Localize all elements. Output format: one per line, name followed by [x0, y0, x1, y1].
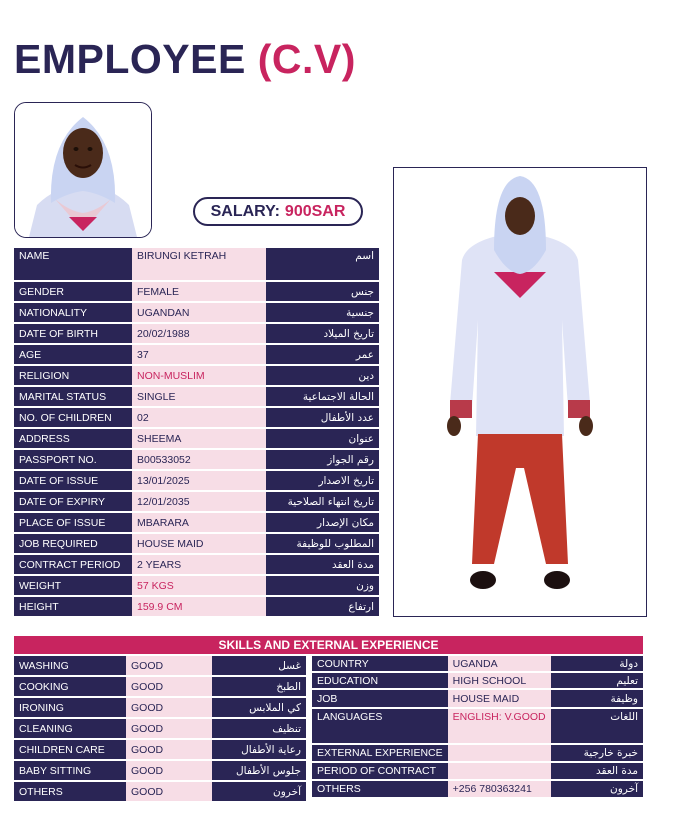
row-value: BIRUNGI KETRAH	[132, 248, 266, 280]
row-label: NO. OF CHILDREN	[14, 408, 132, 427]
row-value: ENGLISH: V.GOOD	[448, 709, 552, 743]
row-label: COUNTRY	[312, 656, 448, 671]
row-label-arabic: خبرة خارجية	[551, 745, 643, 761]
row-label-arabic: تنظيف	[212, 719, 306, 738]
row-label-arabic: مدة العقد	[266, 555, 379, 574]
personal-row	[14, 387, 379, 406]
row-label: WASHING	[14, 656, 126, 675]
full-body-photo	[393, 167, 647, 617]
row-label: CLEANING	[14, 719, 126, 738]
row-value: HIGH SCHOOL	[448, 673, 552, 688]
row-value: SINGLE	[132, 387, 266, 406]
skill-row	[14, 656, 306, 675]
row-label-arabic: المطلوب للوظيفة	[266, 534, 379, 553]
personal-row	[14, 303, 379, 322]
personal-row	[14, 513, 379, 532]
row-value: FEMALE	[132, 282, 266, 301]
row-label-arabic: اسم	[266, 248, 379, 280]
row-value: HOUSE MAID	[448, 690, 552, 707]
row-label: MARITAL STATUS	[14, 387, 132, 406]
row-label: CHILDREN CARE	[14, 740, 126, 759]
row-label: PLACE OF ISSUE	[14, 513, 132, 532]
full-body-photo-graphic	[394, 168, 646, 616]
personal-row	[14, 555, 379, 574]
skills-section-title: SKILLS AND EXTERNAL EXPERIENCE	[14, 636, 643, 654]
row-value: 13/01/2025	[132, 471, 266, 490]
row-label-arabic: ارتفاع	[266, 597, 379, 616]
experience-row	[312, 781, 643, 797]
row-label: WEIGHT	[14, 576, 132, 595]
row-label-arabic: مكان الإصدار	[266, 513, 379, 532]
row-value: NON-MUSLIM	[132, 366, 266, 385]
row-label: NATIONALITY	[14, 303, 132, 322]
row-label-arabic: عمر	[266, 345, 379, 364]
title-main: EMPLOYEE	[14, 36, 246, 82]
row-label: EDUCATION	[312, 673, 448, 688]
personal-row	[14, 576, 379, 595]
salary-label: SALARY:	[210, 202, 280, 220]
row-label: PERIOD OF CONTRACT	[312, 763, 448, 779]
row-label-arabic: جنسية	[266, 303, 379, 322]
skill-row	[14, 698, 306, 717]
row-value: GOOD	[126, 740, 212, 759]
row-value: 159.9 CM	[132, 597, 266, 616]
personal-row	[14, 366, 379, 385]
row-label: LANGUAGES	[312, 709, 448, 743]
experience-row	[312, 709, 643, 743]
row-value: 57 KGS	[132, 576, 266, 595]
row-label-arabic: عدد الأطفال	[266, 408, 379, 427]
row-value: 02	[132, 408, 266, 427]
row-value: HOUSE MAID	[132, 534, 266, 553]
skill-row	[14, 782, 306, 801]
personal-row	[14, 471, 379, 490]
row-label: AGE	[14, 345, 132, 364]
experience-row	[312, 745, 643, 761]
skill-row	[14, 740, 306, 759]
personal-row	[14, 324, 379, 343]
row-value: 12/01/2035	[132, 492, 266, 511]
row-label-arabic: جلوس الأطفال	[212, 761, 306, 780]
personal-details-table	[14, 246, 379, 618]
experience-row	[312, 656, 643, 671]
row-label: OTHERS	[14, 782, 126, 801]
row-label-arabic: جنس	[266, 282, 379, 301]
row-label-arabic: رعاية الأطفال	[212, 740, 306, 759]
row-value: 20/02/1988	[132, 324, 266, 343]
row-value: 37	[132, 345, 266, 364]
row-label-arabic: اللغات	[551, 709, 643, 743]
row-label-arabic: دين	[266, 366, 379, 385]
row-label: JOB REQUIRED	[14, 534, 132, 553]
skills-table	[14, 654, 306, 803]
personal-row	[14, 408, 379, 427]
portrait-photo	[14, 102, 152, 238]
skill-row	[14, 719, 306, 738]
row-label: BABY SITTING	[14, 761, 126, 780]
row-label: GENDER	[14, 282, 132, 301]
row-label-arabic: مدة العقد	[551, 763, 643, 779]
personal-row	[14, 345, 379, 364]
skill-row	[14, 677, 306, 696]
row-label: IRONING	[14, 698, 126, 717]
row-label-arabic: آخرون	[551, 781, 643, 797]
row-value	[448, 763, 552, 779]
row-value: GOOD	[126, 656, 212, 675]
row-label: OTHERS	[312, 781, 448, 797]
row-label: DATE OF BIRTH	[14, 324, 132, 343]
row-label-arabic: تاريخ الميلاد	[266, 324, 379, 343]
row-label-arabic: دولة	[551, 656, 643, 671]
salary-value: 900SAR	[284, 202, 346, 220]
row-value: MBARARA	[132, 513, 266, 532]
personal-row	[14, 450, 379, 469]
row-label: DATE OF ISSUE	[14, 471, 132, 490]
row-value: GOOD	[126, 719, 212, 738]
row-value: SHEEMA	[132, 429, 266, 448]
personal-row	[14, 429, 379, 448]
row-label-arabic: تعليم	[551, 673, 643, 688]
experience-table	[312, 654, 643, 799]
row-value: UGANDAN	[132, 303, 266, 322]
row-label-arabic: آخرون	[212, 782, 306, 801]
row-value: GOOD	[126, 782, 212, 801]
row-label-arabic: وزن	[266, 576, 379, 595]
row-label-arabic: عنوان	[266, 429, 379, 448]
row-value: +256 780363241	[448, 781, 552, 797]
row-label: DATE OF EXPIRY	[14, 492, 132, 511]
row-label-arabic: الحالة الاجتماعية	[266, 387, 379, 406]
row-label: ADDRESS	[14, 429, 132, 448]
personal-row	[14, 492, 379, 511]
row-label: COOKING	[14, 677, 126, 696]
portrait-photo-graphic	[15, 103, 151, 237]
row-label: EXTERNAL EXPERIENCE	[312, 745, 448, 761]
title-accent: (C.V)	[257, 36, 356, 82]
row-label-arabic: كي الملابس	[212, 698, 306, 717]
row-label-arabic: غسل	[212, 656, 306, 675]
row-label: NAME	[14, 248, 132, 280]
salary-badge	[193, 197, 363, 226]
row-value: GOOD	[126, 677, 212, 696]
row-label: RELIGION	[14, 366, 132, 385]
row-label: JOB	[312, 690, 448, 707]
row-value: GOOD	[126, 761, 212, 780]
row-value: B00533052	[132, 450, 266, 469]
row-label-arabic: رقم الجواز	[266, 450, 379, 469]
personal-row	[14, 597, 379, 616]
row-label: CONTRACT PERIOD	[14, 555, 132, 574]
experience-row	[312, 763, 643, 779]
personal-row	[14, 248, 379, 280]
row-label: PASSPORT NO.	[14, 450, 132, 469]
row-label-arabic: وظيفة	[551, 690, 643, 707]
row-label: HEIGHT	[14, 597, 132, 616]
row-value: UGANDA	[448, 656, 552, 671]
row-label-arabic: تاريخ انتهاء الصلاحية	[266, 492, 379, 511]
row-value: 2 YEARS	[132, 555, 266, 574]
experience-row	[312, 690, 643, 707]
page-title	[14, 36, 356, 83]
personal-row	[14, 534, 379, 553]
experience-row	[312, 673, 643, 688]
row-label-arabic: الطبخ	[212, 677, 306, 696]
skill-row	[14, 761, 306, 780]
row-label-arabic: تاريخ الاصدار	[266, 471, 379, 490]
row-value	[448, 745, 552, 761]
row-value: GOOD	[126, 698, 212, 717]
personal-row	[14, 282, 379, 301]
